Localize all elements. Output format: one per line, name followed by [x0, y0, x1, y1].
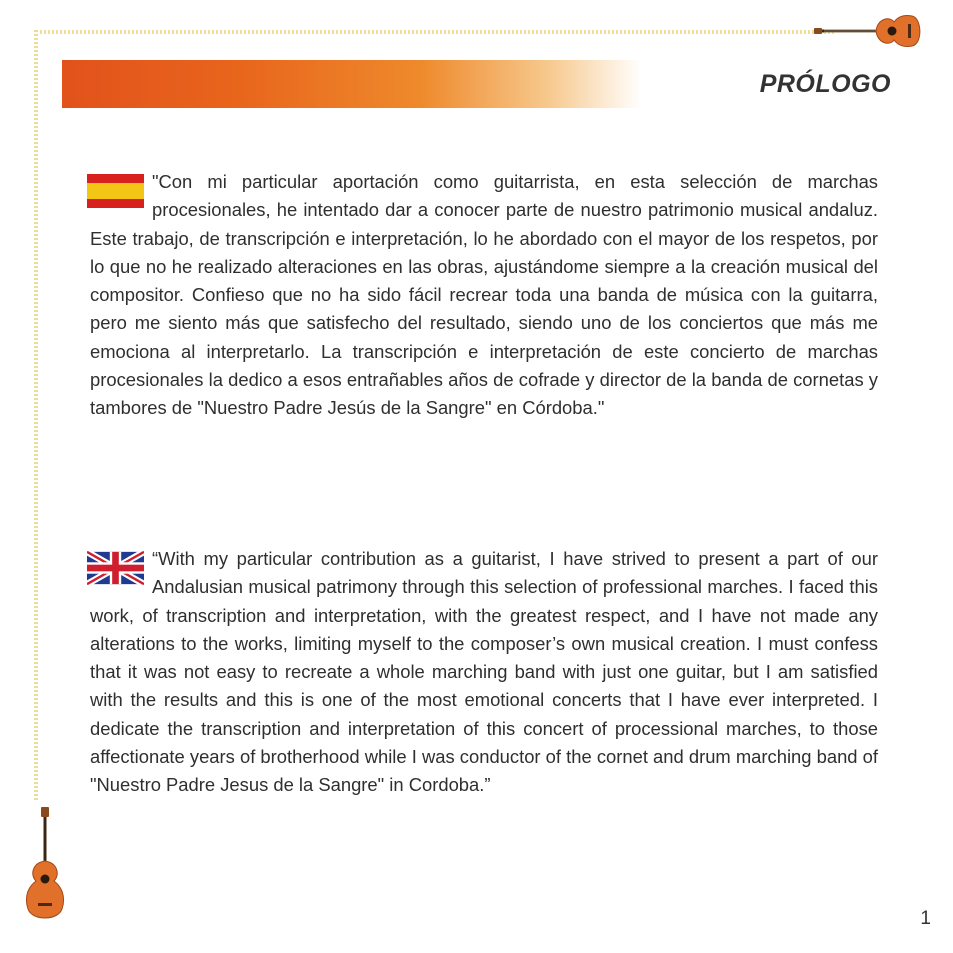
page-number: 1 — [920, 908, 931, 929]
header-gradient-bar — [62, 60, 642, 108]
spanish-paragraph — [90, 168, 878, 423]
english-text: “With my particular contribution as a guitarist, I have strived to present a part of our Andalusian musical patrimony through this selection of professional marches. I faced this work, of transcription and interpretation, with the greatest respect, and I have not made any alterations to the works, limiting myself to the composer’s own musical creation. I must confess that it was not easy to recreate a whole marching band with just one guitar, but I am satisfied with the results and this is one of the most emotional concerts that I have ever interpreted. I dedicate the transcription and interpretation of this concert of processional marches, to those affectionate years of brotherhood while I was conductor of the cornet and drum marching band of "Nuestro Padre Jesus de la Sangre" in Cordoba.” — [90, 548, 878, 796]
spanish-text: "Con mi particular aportación como guitarrista, en esta selección de marchas procesionales, he intentado dar a conocer parte de nuestro patrimonio musical andaluz. Este trabajo, de transcripción e interpretación, lo he abordado con el mayor de los respetos, por lo que no he realizado alteraciones en las obras, ajustándome siempre a la creación musical del compositor. Confieso que no ha sido fácil recrear toda una banda de música con la guitarra, pero me siento más que satisfecho del resultado, siendo uno de los conciertos que más me emociona al interpretarlo. La transcripción e interpretación de este concierto de marchas procesionales la dedico a esos entrañables años de cofrade y director de la banda de cornetas y tambores de "Nuestro Padre Jesús de la Sangre" en Córdoba." — [90, 171, 878, 419]
dotted-frame-top — [36, 30, 836, 34]
english-paragraph — [90, 545, 878, 800]
dotted-frame-left — [34, 30, 38, 800]
uk-flag-icon — [87, 551, 144, 585]
guitar-icon — [22, 805, 68, 923]
page-title: PRÓLOGO — [759, 70, 891, 98]
spain-flag-icon — [87, 174, 144, 208]
guitar-icon — [812, 8, 924, 54]
